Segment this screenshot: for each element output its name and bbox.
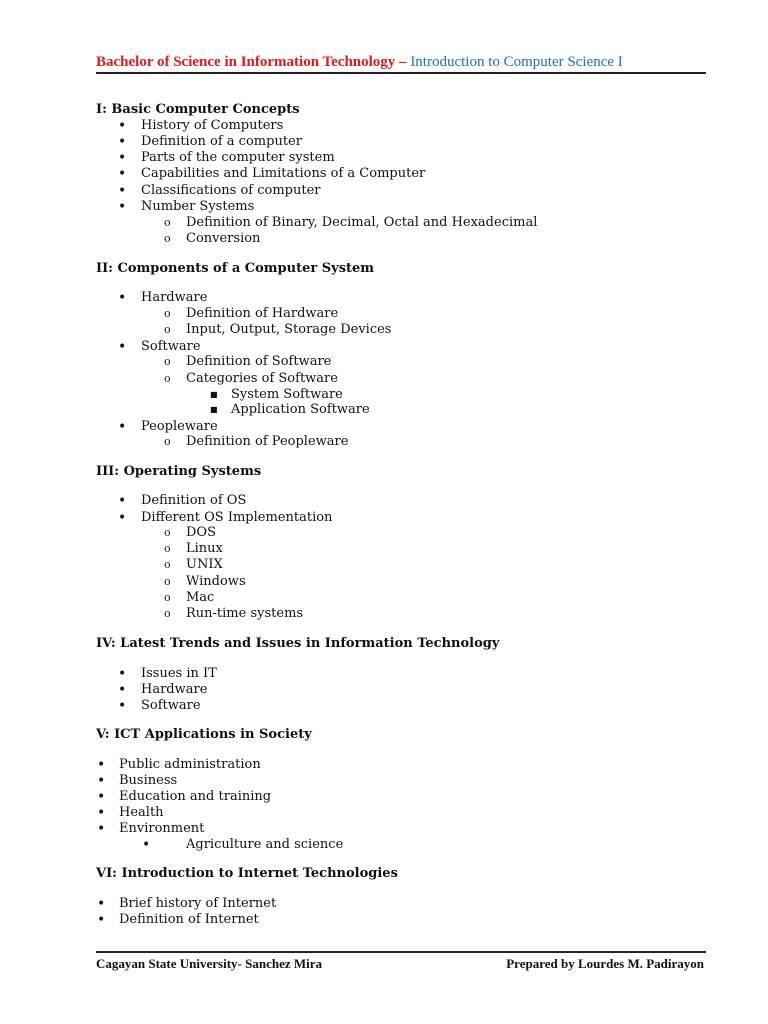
- list-item: Definition of Software: [186, 354, 332, 369]
- bullet-icon: •: [118, 199, 127, 215]
- circle-bullet-icon: o: [164, 558, 171, 571]
- list-item: System Software: [231, 387, 343, 402]
- square-bullet-icon: ■: [210, 405, 218, 414]
- bullet-icon: •: [97, 773, 106, 789]
- list-item: Software: [141, 698, 201, 713]
- bullet-icon: •: [118, 150, 127, 166]
- bullet-icon: •: [118, 419, 127, 435]
- list-item: Definition of Internet: [119, 912, 259, 927]
- list-item: Hardware: [141, 682, 208, 697]
- section-heading: III: Operating Systems: [96, 464, 262, 479]
- course-title: Introduction to Computer Science I: [410, 54, 623, 70]
- footer-rule: [96, 951, 706, 953]
- list-item: Number Systems: [141, 199, 255, 214]
- list-item: Run-time systems: [186, 606, 304, 621]
- list-item: Linux: [186, 541, 223, 556]
- square-bullet-icon: ■: [210, 390, 218, 399]
- circle-bullet-icon: o: [164, 355, 171, 368]
- bullet-icon: •: [118, 134, 127, 150]
- circle-bullet-icon: o: [164, 591, 171, 604]
- bullet-icon: •: [118, 166, 127, 182]
- list-item: Software: [141, 339, 201, 354]
- list-item: Health: [119, 805, 164, 820]
- bullet-icon: •: [118, 666, 127, 682]
- bullet-icon: •: [118, 493, 127, 509]
- circle-bullet-icon: o: [164, 307, 171, 320]
- list-item: Capabilities and Limitations of a Computer: [141, 166, 426, 181]
- list-item: Agriculture and science: [186, 837, 344, 852]
- list-item: Issues in IT: [141, 666, 217, 681]
- list-item: Classifications of computer: [141, 183, 321, 198]
- bullet-icon: •: [118, 510, 127, 526]
- circle-bullet-icon: o: [164, 435, 171, 448]
- list-item: Definition of Peopleware: [186, 434, 349, 449]
- circle-bullet-icon: o: [164, 575, 171, 588]
- bullet-icon: •: [118, 682, 127, 698]
- circle-bullet-icon: o: [164, 607, 171, 620]
- bullet-icon: •: [118, 183, 127, 199]
- section-heading: IV: Latest Trends and Issues in Information Technology: [96, 636, 500, 651]
- list-item: Parts of the computer system: [141, 150, 335, 165]
- circle-bullet-icon: o: [164, 216, 171, 229]
- bullet-icon: •: [97, 896, 106, 912]
- section-heading: I: Basic Computer Concepts: [96, 102, 300, 117]
- bullet-icon: •: [118, 339, 127, 355]
- list-item: DOS: [186, 525, 216, 540]
- list-item: Categories of Software: [186, 371, 338, 386]
- list-item: Hardware: [141, 290, 208, 305]
- list-item: History of Computers: [141, 118, 284, 133]
- section-heading: V: ICT Applications in Society: [96, 727, 312, 742]
- list-item: Definition of Hardware: [186, 306, 339, 321]
- list-item: Input, Output, Storage Devices: [186, 322, 392, 337]
- list-item: Windows: [186, 574, 246, 589]
- circle-bullet-icon: o: [164, 542, 171, 555]
- list-item: UNIX: [186, 557, 223, 572]
- bullet-icon: •: [118, 118, 127, 134]
- section-heading: VI: Introduction to Internet Technologies: [96, 866, 398, 881]
- list-item: Definition of OS: [141, 493, 247, 508]
- bullet-icon: •: [97, 789, 106, 805]
- footer-author: Prepared by Lourdes M. Padirayon: [506, 956, 704, 971]
- list-item: Definition of Binary, Decimal, Octal and Hexadecimal: [186, 215, 538, 230]
- bullet-icon: •: [97, 805, 106, 821]
- circle-bullet-icon: o: [164, 232, 171, 245]
- header-rule: [96, 72, 706, 74]
- list-item: Peopleware: [141, 419, 218, 434]
- list-item: Different OS Implementation: [141, 510, 333, 525]
- section-heading: II: Components of a Computer System: [96, 261, 375, 276]
- program-title: Bachelor of Science in Information Technology: [96, 54, 396, 70]
- document-header: [96, 53, 706, 71]
- header-separator: –: [399, 54, 407, 70]
- list-item: Brief history of Internet: [119, 896, 277, 911]
- circle-bullet-icon: o: [164, 526, 171, 539]
- list-item: Education and training: [119, 789, 272, 804]
- list-item: Application Software: [231, 402, 370, 417]
- list-item: Mac: [186, 590, 215, 605]
- list-item: Definition of a computer: [141, 134, 302, 149]
- list-item: Environment: [119, 821, 205, 836]
- list-item: Business: [119, 773, 178, 788]
- bullet-icon: •: [142, 837, 151, 853]
- bullet-icon: •: [97, 821, 106, 837]
- bullet-icon: •: [97, 912, 106, 928]
- bullet-icon: •: [118, 698, 127, 714]
- circle-bullet-icon: o: [164, 372, 171, 385]
- list-item: Public administration: [119, 757, 261, 772]
- footer-institution: Cagayan State University- Sanchez Mira: [96, 956, 323, 971]
- bullet-icon: •: [97, 757, 106, 773]
- list-item: Conversion: [186, 231, 261, 246]
- bullet-icon: •: [118, 290, 127, 306]
- circle-bullet-icon: o: [164, 323, 171, 336]
